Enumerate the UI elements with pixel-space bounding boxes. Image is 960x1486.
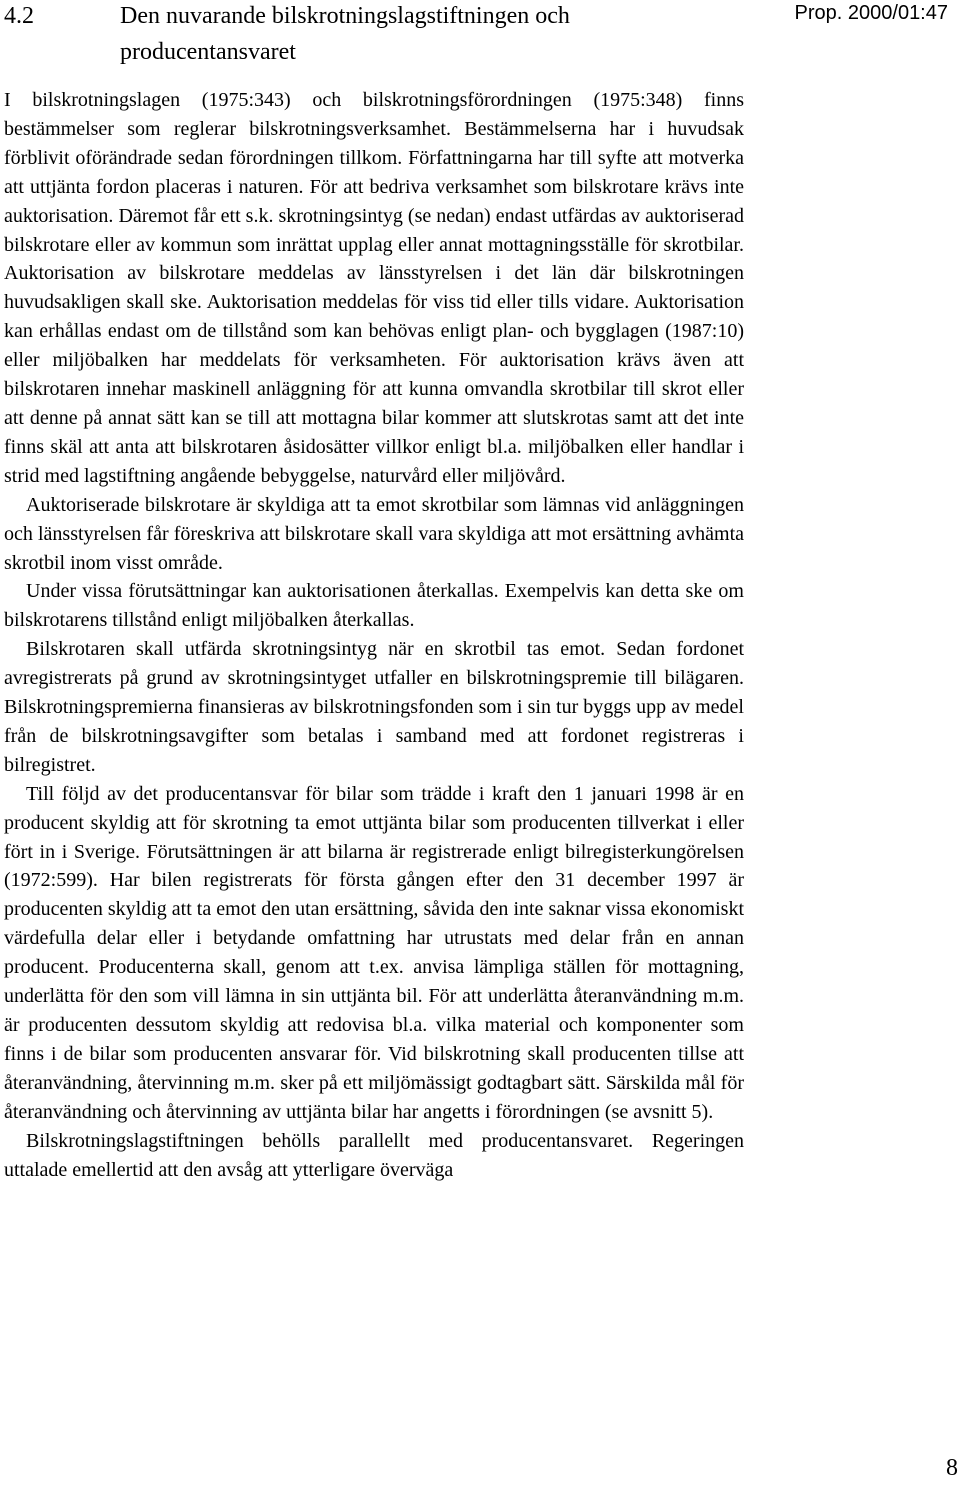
section-title: Den nuvarande bilskrotningslagstiftningen och producentansvaret xyxy=(120,3,570,65)
page-number: 8 xyxy=(946,1455,958,1481)
paragraph: Under vissa förutsättningar kan auktorisationen återkallas. Exempelvis kan detta ske om bilskrotarens tillstånd enligt miljöbalken återkallas. xyxy=(4,580,744,632)
paragraph: Bilskrotaren skall utfärda skrotningsintyg när en skrotbil tas emot. Sedan fordonet avregistrerats på grund av skrotningsintyget utfaller en bilskrotningspremie till bilägaren. Bilskrotningspremierna finansieras av bilskrotningsfonden som i sin tur byggs upp av medel från de bilskrotningsavgifter som betalas i samband med att fordonet registreras i bilregistret. xyxy=(4,638,744,776)
section-number: 4.2 xyxy=(4,3,34,29)
paragraph: Auktoriserade bilskrotare är skyldiga att ta emot skrotbilar som lämnas vid anläggningen och länsstyrelsen får föreskriva att bilskrotare skall vara skyldiga att mot ersättning avhämta skrotbil inom visst område. xyxy=(4,493,744,574)
paragraph: I bilskrotningslagen (1975:343) och bilskrotningsförordningen (1975:348) finns bestämmelser som reglerar bilskrotningsverksamhet. Bestämmelserna har i huvudsak förblivit oförändrade sedan förordningen tillkom. Författningarna har till syfte att motverka att uttjänta fordon placeras i naturen. För att bedriva verksamhet som bilskrotare krävs inte auktorisation. Däremot får ett s.k. skrotningsintyg (se nedan) endast utfärdas av auktoriserad bilskrotare eller av kommun som inrättat upplag eller annat mottagningsställe för skrotbilar. Auktorisation av bilskrotare meddelas av länsstyrelsen i det län där bilskrotningen huvudsakligen skall ske. Auktorisation meddelas för viss tid eller tills vidare. Auktorisation kan erhållas endast om de tillstånd som kan behövas enligt plan- och bygglagen (1987:10) eller miljöbalken har meddelats för verksamheten. För auktorisation krävs även att bilskrotaren innehar maskinell anläggning för att kunna omvandla skrotbilar till skrot eller att denne på annat sätt kan se till att mottagna bilar kommer att slutskrotas samt att det inte finns skäl att anta att bilskrotaren åsidosätter villkor enligt bl.a. miljöbalken eller handlar i strid med lagstiftning angående bebyggelse, naturvård eller miljövård. xyxy=(4,89,744,487)
paragraph: Till följd av det producentansvar för bilar som trädde i kraft den 1 januari 1998 är en producent skyldig att för skrotning ta emot uttjänta bilar som producenten tillverkat i eller fört in i Sverige. Förutsättningen är att bilarna är registrerade enligt bilregisterkungörelsen (1972:599). Har bilen registrerats för första gången efter den 31 december 1997 är producenten skyldig att ta emot den utan ersättning, såvida den inte saknar vissa ekonomiskt värdefulla delar eller i betydande omfattning har utrustats med delar från en annan producent. Producenterna skall, genom att t.ex. anvisa lämpliga ställen för mottagning, underlätta för den som vill lämna in sin uttjänta bil. För att underlätta återanvändning m.m. är producenten dessutom skyldig att redovisa bl.a. vilka material och komponenter som finns i de bilar som producenten ansvarar för. Vid bilskrotning skall producenten tillse att återanvändning, återvinning m.m. sker på ett miljömässigt godtagbart sätt. Särskilda mål för återanvändning och återvinning av uttjänta bilar har angetts i förordningen (se avsnitt 5). xyxy=(4,782,744,1123)
proposition-reference: Prop. 2000/01:47 xyxy=(794,2,948,24)
paragraph: Bilskrotningslagstiftningen behölls parallellt med producentansvaret. Regeringen uttalade emellertid att den avsåg att ytterligare överväga xyxy=(4,1129,744,1181)
body-text xyxy=(4,86,744,1184)
